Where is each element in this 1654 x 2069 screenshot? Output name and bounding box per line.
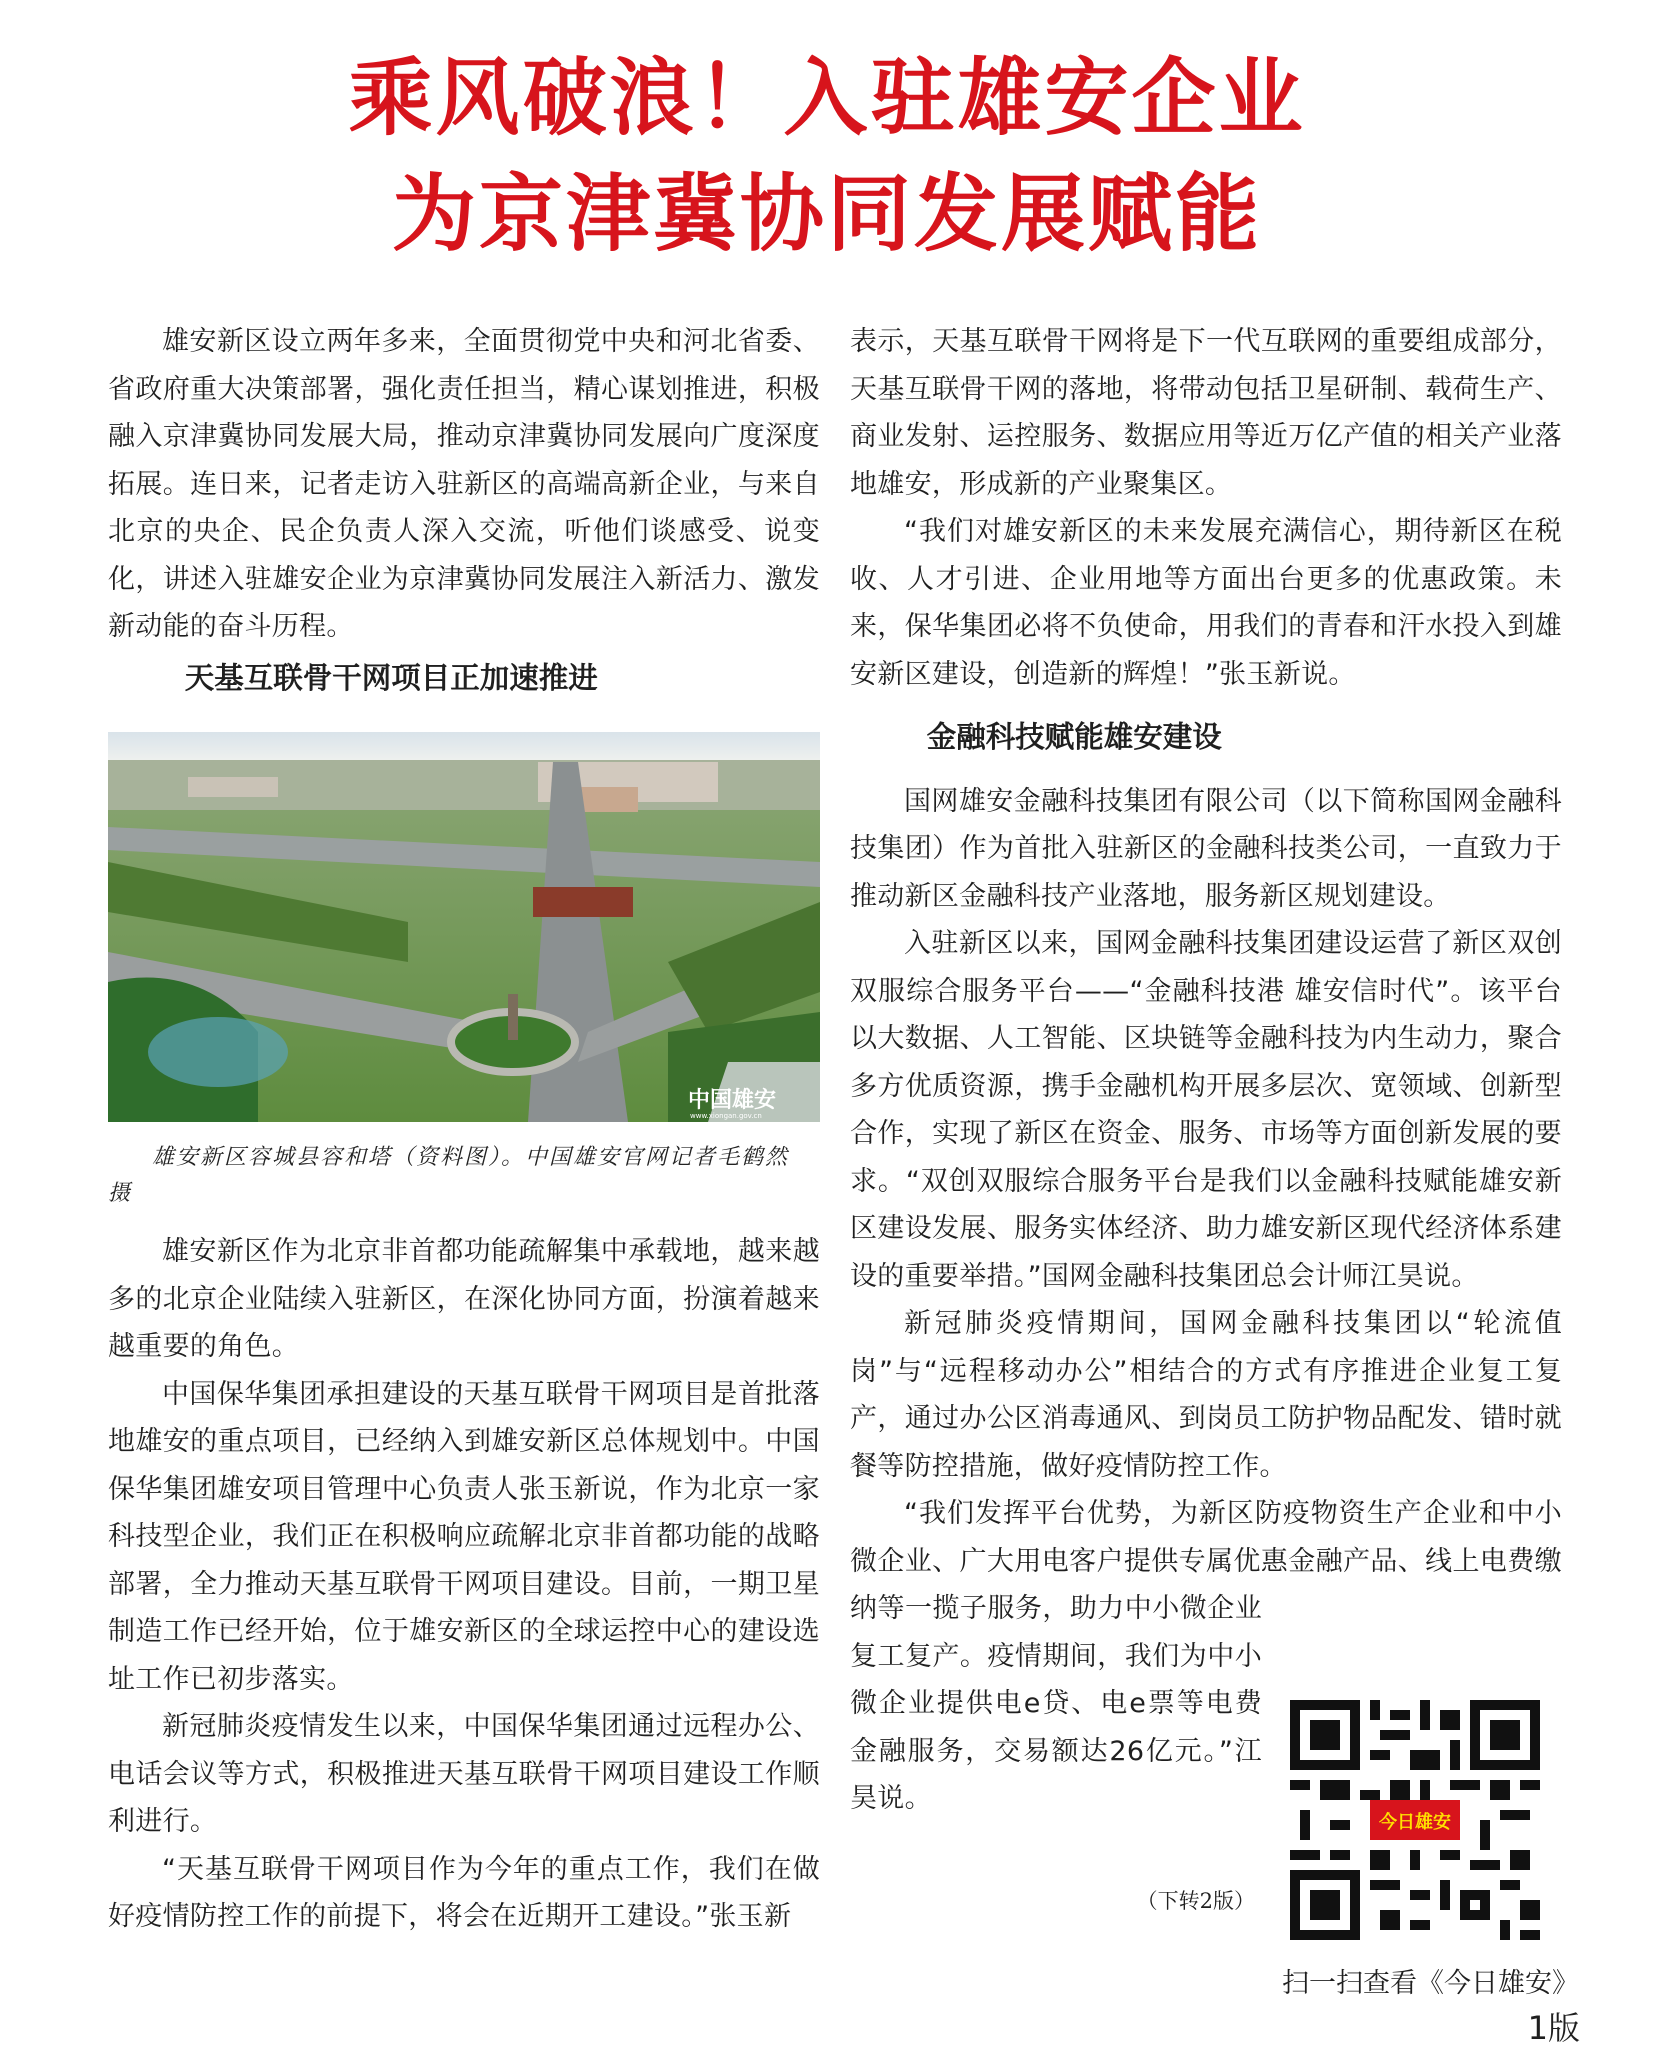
subhead-fintech: 金融科技赋能雄安建设 [926,720,1222,754]
qr-caption: 扫一扫查看《今日雄安》 [1282,1968,1579,1999]
left-paragraph-4: “天基互联骨干网项目作为今年的重点工作，我们在做好疫情防控工作的前提下，将会在近期开工建设。”张玉新 [108,1853,820,1932]
headline [0,40,1654,272]
intro-paragraph: 雄安新区设立两年多来，全面贯彻党中央和河北省委、省政府重大决策部署，强化责任担当，精心谋划推进，积极融入京津冀协同发展大局，推动京津冀协同发展向广度深度拓展。连日来，记者走访入驻新区的高端高新企业，与来自北京的央企、民企负责人深入交流，听他们谈感受、说变化，讲述入驻雄安企业为京津冀协同发展注入新活力、激发新动能的奋斗历程。 [108,326,820,642]
right-paragraph-1: 表示，天基互联骨干网将是下一代互联网的重要组成部分，天基互联骨干网的落地，将带动包括卫星研制、载荷生产、商业发射、运控服务、数据应用等近万亿产值的相关产业落地雄安，形成新的产业聚集区。 [850,326,1562,500]
qr-code[interactable] [1290,1700,1560,1940]
right-paragraph-2: “我们对雄安新区的未来发展充满信心，期待新区在税收、人才引进、企业用地等方面出台更多的优惠政策。未来，保华集团必将不负使命，用我们的青春和汗水投入到雄安新区建设，创造新的辉煌！”张玉新说。 [850,516,1562,690]
headline-line-2: 为京津冀协同发展赋能 [391,164,1262,263]
headline-line-1: 乘风破浪！入驻雄安企业 [348,48,1306,147]
qr-code-image [1290,1700,1540,1940]
left-paragraph-2: 中国保华集团承担建设的天基互联骨干网项目是首批落地雄安的重点项目，已经纳入到雄安新区总体规划中。中国保华集团雄安项目管理中心负责人张玉新说，作为北京一家科技型企业，我们正在积极响应疏解北京非首都功能的战略部署，全力推动天基互联骨干网项目建设。目前，一期卫星制造工作已经开始，位于雄安新区的全球运控中心的建设选址工作已初步落实。 [108,1378,820,1695]
photo-watermark: 中国雄安 [688,1087,777,1113]
article-photo [108,732,820,1122]
right-paragraph-3: 国网雄安金融科技集团有限公司（以下简称国网金融科技集团）作为首批入驻新区的金融科技类公司，一直致力于推动新区金融科技产业落地，服务新区规划建设。 [850,785,1562,912]
subhead-satellite: 天基互联骨干网项目正加速推进 [184,660,598,695]
right-paragraph-5: 新冠肺炎疫情期间，国网金融科技集团以“轮流值岗”与“远程移动办公”相结合的方式有序推进企业复工复产，通过办公区消毒通风、到岗员工防护物品配发、错时就餐等防控措施，做好疫情防控工作。 [850,1308,1562,1482]
right-column [850,318,1562,1920]
continued-note: （下转2版） [1136,1889,1255,1913]
photo-caption: 雄安新区容城县容和塔（资料图）。中国雄安官网记者毛鹤然 摄 [108,1145,790,1206]
left-paragraph-3: 新冠肺炎疫情发生以来，中国保华集团通过远程办公、电话会议等方式，积极推进天基互联骨干网项目建设工作顺利进行。 [108,1711,820,1837]
right-paragraph-6: “我们发挥平台优势，为新区防疫物资生产企业和中小微企业、广大用电客户提供专属优惠金融产品、线上电费缴纳等一揽子服务，助力中小微企业复工复产。疫情期间，我们为中小微企业提供电e贷、电e票等电费金融服务，交易额达26亿元。”江昊说。 [850,1498,1562,1814]
right-paragraph-4: 入驻新区以来，国网金融科技集团建设运营了新区双创双服综合服务平台——“金融科技港 雄安信时代”。该平台以大数据、人工智能、区块链等金融科技为内生动力，聚合多方优质资源，携手金融机构开展多层次、宽领域、创新型合作，实现了新区在资金、服务、市场等方面创新发展的要求。“双创双服综合服务平台是我们以金融科技赋能雄安新区建设发展、服务实体经济、助力雄安新区现代经济体系建设的重要举措。”国网金融科技集团总会计师江昊说。 [850,928,1562,1292]
qr-center-label: 今日雄安 [1379,1812,1451,1833]
left-column [108,318,820,1941]
left-paragraph-1: 雄安新区作为北京非首都功能疏解集中承载地，越来越多的北京企业陆续入驻新区，在深化协同方面，扮演着越来越重要的角色。 [108,1236,820,1362]
page-number: 1版 [1527,2009,1580,2047]
photo-watermark-url: www.xiongan.gov.cn [690,1112,762,1120]
